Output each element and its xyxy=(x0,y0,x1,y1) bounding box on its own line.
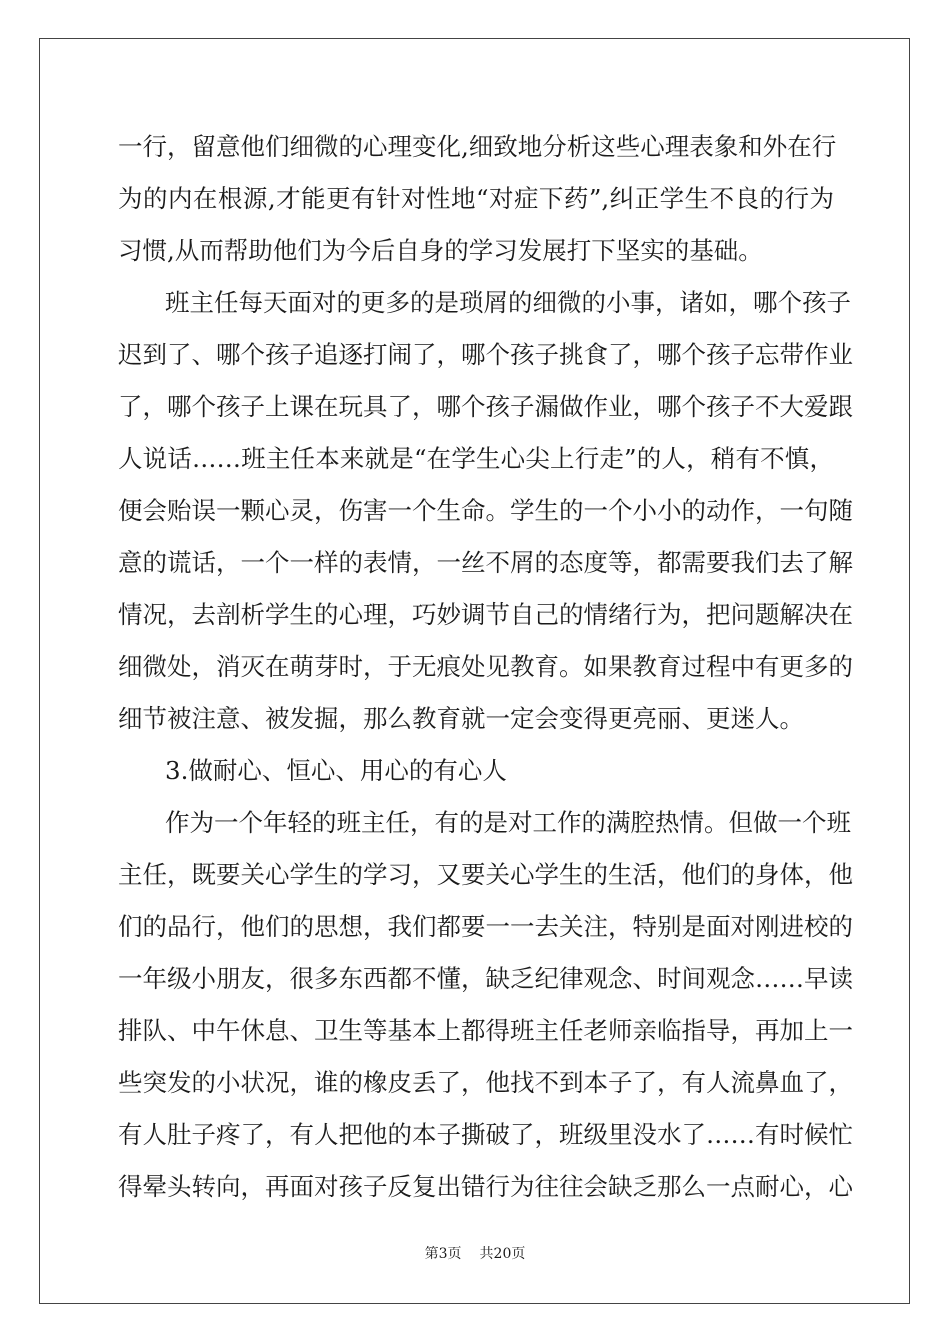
text-line: 一行，留意他们细微的心理变化,细致地分析这些心理表象和外在行 xyxy=(118,132,837,161)
text-line: 了，哪个孩子上课在玩具了，哪个孩子漏做作业，哪个孩子不大爱跟 xyxy=(118,392,853,421)
text-line: 们的品行，他们的思想，我们都要一一去关注，特别是面对刚进校的 xyxy=(118,912,853,941)
text-line: 主任，既要关心学生的学习，又要关心学生的生活，他们的身体，他 xyxy=(118,860,853,889)
page-footer xyxy=(0,1244,950,1264)
text-line: 习惯,从而帮助他们为今后自身的学习发展打下坚实的基础。 xyxy=(118,236,763,265)
text-line: 为的内在根源,才能更有针对性地“对症下药”,纠正学生不良的行为 xyxy=(118,184,834,213)
text-line: 人说话……班主任本来就是“在学生心尖上行走”的人，稍有不慎， xyxy=(118,444,834,473)
text-line: 得晕头转向，再面对孩子反复出错行为往往会缺乏那么一点耐心，心 xyxy=(118,1172,853,1201)
text-line: 便会贻误一颗心灵，伤害一个生命。学生的一个小小的动作，一句随 xyxy=(118,496,853,525)
text-line: 意的谎话，一个一样的表情，一丝不屑的态度等，都需要我们去了解 xyxy=(118,548,853,577)
text-line: 细微处，消灭在萌芽时，于无痕处见教育。如果教育过程中有更多的 xyxy=(118,652,853,681)
page-total: 共20页 xyxy=(479,1246,526,1262)
text-line: 班主任每天面对的更多的是琐屑的细微的小事，诸如，哪个孩子 xyxy=(165,288,851,317)
text-line: 细节被注意、被发掘，那么教育就一定会变得更亮丽、更迷人。 xyxy=(118,704,804,733)
text-line: 迟到了、哪个孩子追逐打闹了，哪个孩子挑食了，哪个孩子忘带作业 xyxy=(118,340,853,369)
text-line: 些突发的小状况，谁的橡皮丢了，他找不到本子了，有人流鼻血了， xyxy=(118,1068,853,1097)
text-line: 一年级小朋友，很多东西都不懂，缺乏纪律观念、时间观念……早读 xyxy=(118,964,853,993)
section-heading: 3.做耐心、恒心、用心的有心人 xyxy=(165,756,507,785)
text-line: 排队、中午休息、卫生等基本上都得班主任老师亲临指导，再加上一 xyxy=(118,1016,853,1045)
page-number: 第3页 xyxy=(424,1246,462,1262)
text-line: 作为一个年轻的班主任，有的是对工作的满腔热情。但做一个班 xyxy=(165,808,851,837)
text-line: 情况，去剖析学生的心理，巧妙调节自己的情绪行为，把问题解决在 xyxy=(118,600,853,629)
text-line: 有人肚子疼了，有人把他的本子撕破了，班级里没水了……有时候忙 xyxy=(118,1120,853,1149)
